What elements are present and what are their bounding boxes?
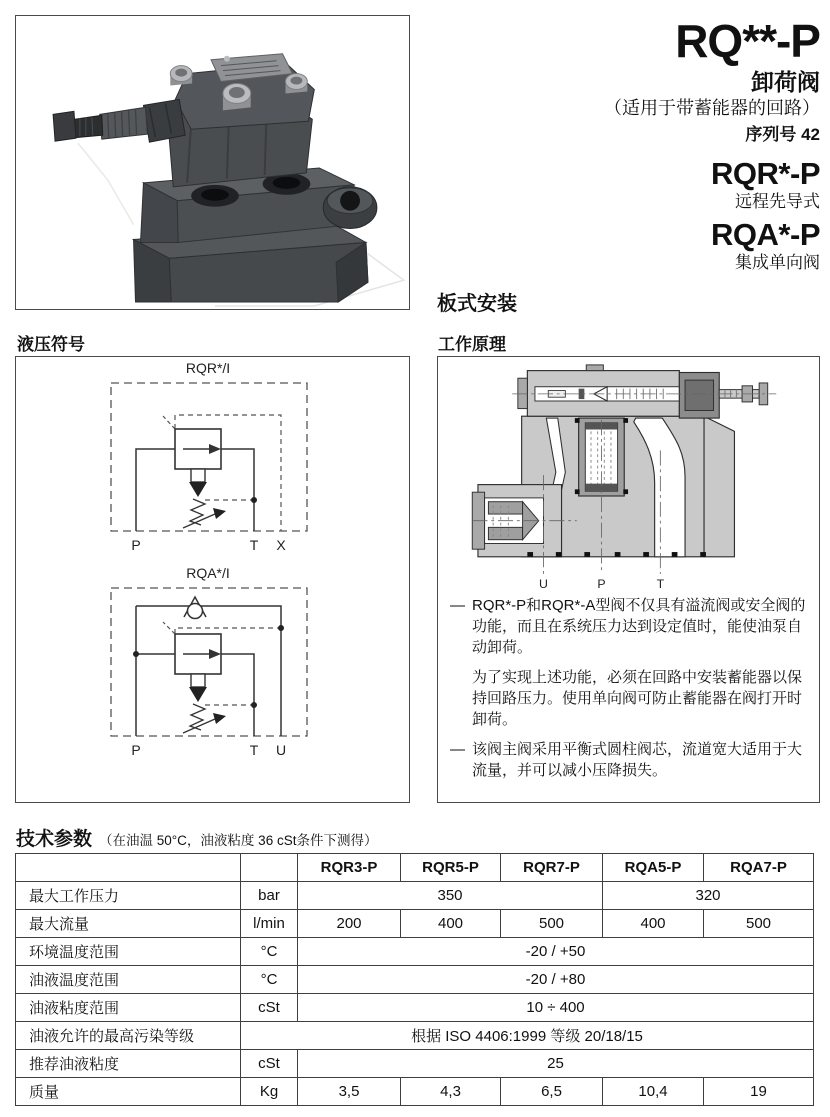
- bullet-text: 为了实现上述功能，必须在回路中安装蓄能器以保持回路压力。使用单向阀可防止蓄能器在阀打开时卸荷。: [472, 669, 803, 728]
- bullet-item: [450, 739, 811, 781]
- poppet-triangle-icon: [189, 687, 207, 702]
- model-column-header: RQR5-P: [401, 854, 501, 882]
- row-max-flow: [16, 910, 814, 938]
- value-cell: 3,5: [298, 1078, 401, 1106]
- value-cell: 根据 ISO 4406:1999 等级 20/18/15: [241, 1022, 814, 1050]
- bullet-item: [450, 667, 811, 730]
- row-max-pressure: [16, 882, 814, 910]
- value-cell: 6,5: [501, 1078, 603, 1106]
- symbols-heading: 液压符号: [17, 335, 85, 354]
- end-cap: [53, 111, 76, 141]
- pilot-hook: [163, 416, 175, 429]
- socket-screw-icon: [223, 84, 251, 111]
- pressure-adjustment: [679, 373, 767, 419]
- port-label-u: U: [275, 742, 286, 758]
- row-unit: °C: [241, 966, 298, 994]
- value-cell: 500: [501, 910, 603, 938]
- poppet-triangle-icon: [189, 482, 207, 497]
- specs-heading-row: [16, 824, 377, 851]
- variant-rqr-code: RQR*-P: [711, 156, 820, 191]
- port-label-p: P: [130, 742, 141, 758]
- row-ambient-temp: [16, 938, 814, 966]
- bullet-item: [450, 595, 811, 658]
- symbol-diagram-rqr: [83, 357, 343, 562]
- value-cell: 320: [603, 882, 814, 910]
- diagram-title: RQR*/I: [185, 360, 230, 376]
- symbols-panel: [15, 356, 410, 803]
- diagram-title: RQA*/I: [185, 565, 230, 581]
- value-cell: -20 / +50: [298, 938, 814, 966]
- hex-socket-hole: [340, 191, 360, 211]
- adjustment-screw: [53, 99, 185, 142]
- model-column-header: RQR3-P: [298, 854, 401, 882]
- t-line: [221, 654, 254, 736]
- socket-screw-icon: [170, 66, 192, 86]
- product-photo: [16, 16, 409, 309]
- pilot-line: [175, 628, 281, 634]
- adjustable-spring-icon: [183, 704, 226, 733]
- header-empty-unit-cell: [241, 854, 298, 882]
- row-unit: °C: [241, 938, 298, 966]
- value-cell: 19: [704, 1078, 814, 1106]
- value-cell: 4,3: [401, 1078, 501, 1106]
- junction-dot: [251, 702, 257, 708]
- valve-section-diagram: [464, 363, 794, 591]
- principle-panel: [437, 356, 820, 803]
- port-label-p: P: [130, 537, 141, 553]
- body-right-bulge: [704, 416, 734, 557]
- port-label-t: T: [249, 742, 258, 758]
- relief-valve-symbol: [175, 634, 221, 702]
- value-cell: 25: [298, 1050, 814, 1078]
- page-title: RQ**-P: [675, 15, 820, 67]
- symbol-diagram-rqa: [83, 562, 343, 767]
- value-cell: 500: [704, 910, 814, 938]
- bullet-dash: —: [450, 597, 465, 614]
- value-cell: -20 / +80: [298, 966, 814, 994]
- junction-dot: [251, 497, 257, 503]
- row-recommended-viscosity: [16, 1050, 814, 1078]
- series-number: 序列号 42: [745, 125, 820, 144]
- row-unit: Kg: [241, 1078, 298, 1106]
- specs-heading: 技术参数: [16, 829, 93, 850]
- pilot-head: [517, 365, 679, 416]
- row-label: 推荐油液粘度: [16, 1050, 241, 1078]
- relief-valve-symbol: [175, 429, 221, 497]
- shadow-outline: [78, 143, 134, 224]
- junction-dot: [278, 625, 284, 631]
- row-label: 最大流量: [16, 910, 241, 938]
- specs-table: [15, 853, 814, 1106]
- value-cell: 350: [298, 882, 603, 910]
- p-line: [136, 449, 175, 531]
- section-port-t: T: [656, 577, 664, 591]
- row-fluid-temp: [16, 966, 814, 994]
- row-label: 最大工作压力: [16, 882, 241, 910]
- port-label-x: X: [275, 537, 286, 553]
- row-unit: l/min: [241, 910, 298, 938]
- port-label-t: T: [249, 537, 258, 553]
- t-line: [221, 449, 254, 531]
- section-port-p: P: [596, 577, 606, 591]
- row-label: 油液粘度范围: [16, 994, 241, 1022]
- header-empty-label-cell: [16, 854, 241, 882]
- variant-rqr-desc: 远程先导式: [735, 192, 820, 211]
- section-port-u: U: [538, 577, 548, 591]
- pilot-hook: [163, 622, 175, 634]
- mounting-type: 板式安装: [437, 293, 517, 315]
- value-cell: 200: [298, 910, 401, 938]
- value-cell: 10,4: [603, 1078, 704, 1106]
- row-label: 油液允许的最高污染等级: [16, 1022, 241, 1050]
- socket-screw-icon: [286, 74, 308, 94]
- row-contamination: [16, 1022, 814, 1050]
- row-label: 油液温度范围: [16, 966, 241, 994]
- value-cell: 10 ÷ 400: [298, 994, 814, 1022]
- row-viscosity-range: [16, 994, 814, 1022]
- row-label: 环境温度范围: [16, 938, 241, 966]
- bullet-text: 该阀主阀采用平衡式圆柱阀芯，流道宽大适用于大流量，并可以减小压降损失。: [472, 741, 803, 779]
- nameplate-logo: [224, 56, 230, 62]
- value-cell: 400: [603, 910, 704, 938]
- model-column-header: RQA7-P: [704, 854, 814, 882]
- title-block: [420, 15, 820, 272]
- row-unit: cSt: [241, 1050, 298, 1078]
- product-note: （适用于带蓄能器的回路）: [604, 98, 820, 118]
- product-type: 卸荷阀: [751, 69, 820, 95]
- junction-dot: [133, 651, 139, 657]
- row-unit: bar: [241, 882, 298, 910]
- valve-side-boss: [323, 187, 377, 229]
- product-photo-frame: [15, 15, 410, 310]
- bullet-text: RQR*-P和RQR*-A型阀不仅具有溢流阀或安全阀的功能，而且在系统压力达到设定值时，能使油泵自动卸荷。: [472, 597, 806, 656]
- model-column-header: RQA5-P: [603, 854, 704, 882]
- row-label: 质量: [16, 1078, 241, 1106]
- bullet-dash: —: [450, 741, 465, 758]
- value-cell: 400: [401, 910, 501, 938]
- specs-header-row: [16, 854, 814, 882]
- row-mass: [16, 1078, 814, 1106]
- variant-rqa-code: RQA*-P: [711, 217, 820, 252]
- model-column-header: RQR7-P: [501, 854, 603, 882]
- variant-rqa-desc: 集成单向阀: [735, 253, 820, 272]
- principle-bullets: [438, 593, 819, 781]
- check-valve-symbol: [184, 597, 206, 619]
- bullet-dash: [450, 667, 472, 730]
- row-unit: cSt: [241, 994, 298, 1022]
- principle-heading: 工作原理: [438, 335, 506, 354]
- specs-note: （在油温 50°C，油液粘度 36 cSt条件下测得）: [99, 833, 378, 848]
- adjustable-spring-icon: [183, 499, 226, 528]
